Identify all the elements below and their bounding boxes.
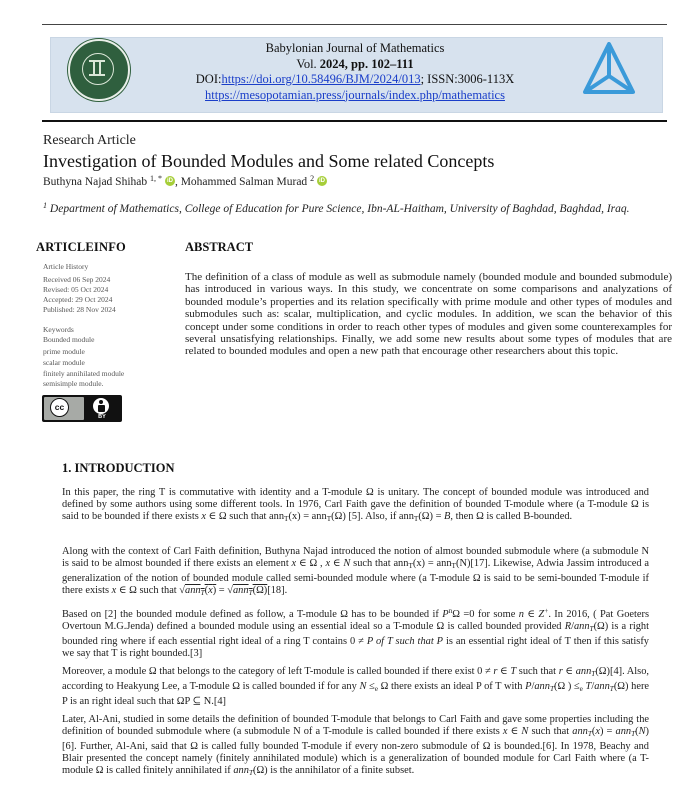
seal-emblem-icon <box>89 60 105 76</box>
journal-name: Babylonian Journal of Mathematics <box>265 41 445 55</box>
journal-url-link[interactable]: https://mesopotamian.press/journals/index.php/mathematics <box>205 87 505 102</box>
article-title: Investigation of Bounded Modules and Some related Concepts <box>43 151 495 171</box>
keyword-item: finitely annihilated module <box>43 369 125 378</box>
header-top-rule <box>42 24 667 25</box>
keyword-item: prime module <box>43 347 85 356</box>
journal-volume: Vol. 2024, pp. 102–111 <box>296 56 414 71</box>
by-label: BY <box>98 414 106 420</box>
abstract-text: The definition of a class of module as well as submodule namely (bounded module and bounded submodule) has introduced in various ways. In this study, we concentrate on some comparisons and analyzations of bounded module’s properties and its relation specifically with prime module and other types of modules and submodules such as: scalar, multiplication, and cyclic modules. In addition, we scan the behavior of this concept under some conditions in order to reach other types of modules and given some counterexamples for several unsatisfying relationships. Finally, we add some new results about some types of modules that are related to bounded modules and open a new path that encourage other researchers about this topic. <box>185 271 672 358</box>
accepted-date: Accepted: 29 Oct 2024 <box>43 295 113 304</box>
intro-paragraph-4: Moreover, a module Ω that belongs to the category of left T-module is called bounded if there exist 0 ≠ r ∈ T such that r ∈ ann$_T$(Ω)[4]. Also, according to Heakyung Lee, a T-module Ω is called bounded if for any $N \le_e$ Ω there exists an ideal P of T with P/ann$_T$(Ω ) $\le_e$ T/ann$_T$(Ω) here P is an right ideal such that ΩP ⊆ N.[4] <box>62 666 650 707</box>
article-info-heading: ARTICLEINFO <box>36 240 126 254</box>
keywords-label: Keywords <box>43 325 74 334</box>
cc-by-license-badge[interactable] <box>42 395 122 422</box>
intro-paragraph-3: Based on [2] the bounded module defined as follow, a T-module Ω has to be bounded if $P^n\Omega =0$ for some n ∈ Z+. In 2016, ( Pat Goeters Overtoun M.G.Jenda) defined a bounded module using an essential ideal so a T-module Ω is called bounded provided R/ann$_T$(Ω) is a right bounded ring where if each essential right ideal of a ring T contains 0 ≠ P of T such that P is an essential right ideal of T then if this satisfy we say that T is right bounded.[3] <box>62 607 650 659</box>
journal-info <box>180 41 530 103</box>
article-type: Research Article <box>43 133 136 148</box>
intro-paragraph-2: Along with the context of Carl Faith definition, Buthyna Najad introduced the notion of almost bounded submodule where (a submodule N is said to be almost bounded if there exists an element x ∈ Ω , x ∈ N such that ann$_T$(x) = ann$_T$(N)[17]. Likewise, Adwia Jassim introduced a generalization of the notion of bounded module called semi-bounded module where (a T-module Ω is said to be semi-bounded T-module if there exists x ∈ Ω such that √ann$_T$(x) = √ann$_T$(Ω)[18]. <box>62 546 649 597</box>
doi-link[interactable]: https://doi.org/10.58496/BJM/2024/013 <box>221 72 421 86</box>
received-date: Received 06 Sep 2024 <box>43 275 111 284</box>
keyword-item: Bounded module <box>43 335 95 344</box>
cc-icon: cc <box>50 398 69 417</box>
journal-url-line <box>180 88 530 104</box>
publisher-pyramid-logo <box>583 42 635 98</box>
intro-paragraph-1: In this paper, the ring T is commutative with identity and a T-module Ω is unitary. The concept of bounded module was introduced and defined by some authors using some different tools. In 1976, Carl Faith gave the definition of bounded T-module where (a T-module Ω is said to be bounded if there exists x ∈ Ω such that ann$_T$(x) = ann$_T$(Ω) [5]. Also, if ann$_T$(Ω) = B, then Ω is called B-bounded. <box>62 487 649 523</box>
person-body-icon <box>98 405 105 412</box>
orcid-icon[interactable]: iD <box>318 178 325 184</box>
published-date: Published: 28 Nov 2024 <box>43 305 116 314</box>
keyword-item: semisimple module. <box>43 379 104 388</box>
author-2[interactable]: , Mohammed Salman Murad <box>174 176 311 188</box>
header-bottom-rule <box>42 120 667 122</box>
intro-paragraph-5: Later, Al-Ani, studied in some details the definition of bounded T-module that belongs to Carl Faith and gave some properties including the definition of bounded submodule where (a submodule N of a T-module is called bounded if there exists x ∈ N such that ann$_T$(x) = ann$_T$(N)[6]. Further, Al-Ani, said that Ω is called fully bounded T-module if every non-zero submodule of Ω is bounded.[6]. In 1978, Beachy and Blair presented the concept namely (finitely annihilated module) which is a generalization of bounded module for Carl Faith where (a T-module Ω is called finitely annihilated if ann$_T$(Ω) is the annihilator of a finite subset. <box>62 714 650 777</box>
history-label: Article History <box>43 262 89 271</box>
journal-doi: DOI:https://doi.org/10.58496/BJM/2024/013; ISSN:3006-113X <box>195 72 515 86</box>
person-head-icon <box>99 400 103 404</box>
cc-badge-left <box>44 397 84 420</box>
journal-seal-logo <box>68 39 130 101</box>
affiliation: $^1$ Department of Mathematics, College of Education for Pure Science, Ibn-AL-Haitham, University of Baghdad, Baghdad, Iraq. <box>43 201 630 215</box>
introduction-heading: 1. INTRODUCTION <box>62 461 175 475</box>
author-1[interactable]: Buthyna Najad Shihab <box>43 176 150 188</box>
abstract-heading: ABSTRACT <box>185 240 254 254</box>
keyword-item: scalar module <box>43 358 85 367</box>
revised-date: Revised: 05 Oct 2024 <box>43 285 109 294</box>
author-line: Buthyna Najad Shihab $^{1, *}$ iD , Mohammed Salman Murad $^2$ iD <box>43 174 325 188</box>
orcid-icon[interactable]: iD <box>166 178 173 184</box>
